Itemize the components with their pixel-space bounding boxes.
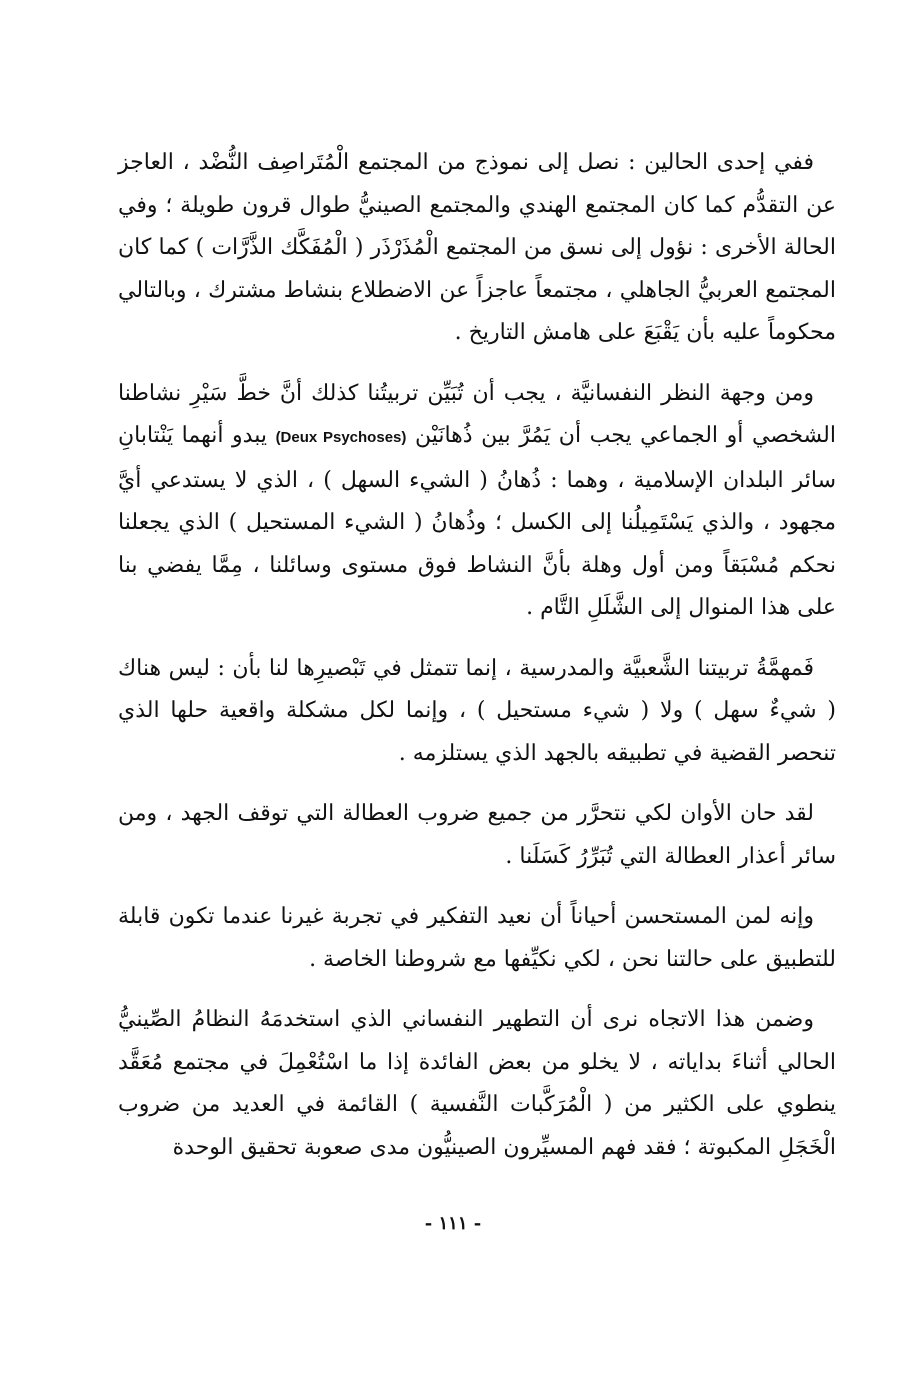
paragraph-6: وضمن هذا الاتجاه نرى أن التطهير النفساني الذي استخدمَهُ النظامُ الصِّينيُّ الحالي أثناءَ بداياته ، لا يخلو من بعض الفائدة إذا ما اسْتُعْمِلَ في مجتمع مُعَقَّد ينطوي على الكثير من ( الْمُرَكَّبات النَّفسية ) القائمة في العديد من ضروب الْخَجَلِ المكبوتة ؛ فقد فهم المسيِّرون الصينيُّون مدى صعوبة تحقيق الوحدة	[118, 1007, 836, 1160]
page-body	[118, 142, 836, 1169]
page-number: - ١١١ -	[424, 1213, 482, 1234]
paragraph-5: وإنه لمن المستحسن أحياناً أن نعيد التفكير في تجربة غيرنا عندما تكون قابلة للتطبيق على حالتنا نحن ، لكي نكيِّفها مع شروطنا الخاصة .	[118, 904, 836, 972]
paragraph-1: ففي إحدى الحالين : نصل إلى نموذج من المجتمع الْمُتَراصِف النُّضْد ، العاجز عن التقدُّم كما كان المجتمع الهندي والمجتمع الصينيُّ طوال قرون طويلة ؛ وفي الحالة الأخرى : نؤول إلى نسق من المجتمع الْمُذَرْذَر ( الْمُفَكَّك الذَّرَّات ) كما كان المجتمع العربيُّ الجاهلي ، مجتمعاً عاجزاً عن الاضطلاع بنشاط مشترك ، وبالتالي محكوماً عليه بأن يَقْبَعَ على هامش التاريخ .	[118, 150, 836, 345]
paragraph-4: لقد حان الأوان لكي نتحرَّر من جميع ضروب العطالة التي توقف الجهد ، ومن سائر أعذار العطالة التي تُبَرِّرُ كَسَلَنا .	[118, 801, 836, 869]
paragraph-3: فَمهمَّةُ تربيتنا الشَّعبيَّة والمدرسية ، إنما تتمثل في تَبْصيرِها لنا بأن : ليس هناك ( شيءٌ سهل ) ولا ( شيء مستحيل ) ، وإنما لكل مشكلة واقعية حلها الذي تنحصر القضية في تطبيقه بالجهد الذي يستلزمه .	[118, 655, 836, 766]
paragraph-2-text-start: ومن وجهة النظر النفسانيَّة ، يجب أن تُبَيِّن تربيتُنا كذلك أنَّ خطَّ سَيْرِ نشاطنا الشخصي أو الجماعي يجب أن يَمُرَّ بين ذُهانَيْن	[118, 380, 836, 448]
latin-term: (Deux Psychoses)	[275, 429, 407, 446]
paragraph-2	[118, 373, 836, 630]
paragraph-2-text-end: يبدو أنهما يَنْتابانِ سائر البلدان الإسلامية ، وهما : ذُهانُ ( الشيء السهل ) ، الذي لا يستدعي أيَّ مجهود ، والذي يَسْتَمِيلُنا إلى الكسل ؛ وذُهانُ ( الشيء المستحيل ) الذي يجعلنا نحكم مُسْبَقاً ومن أول وهلة بأنَّ النشاط فوق مستوى وسائلنا ، مِمَّا يفضي بنا على هذا المنوال إلى الشَّلَلِ التَّام .	[118, 423, 837, 620]
